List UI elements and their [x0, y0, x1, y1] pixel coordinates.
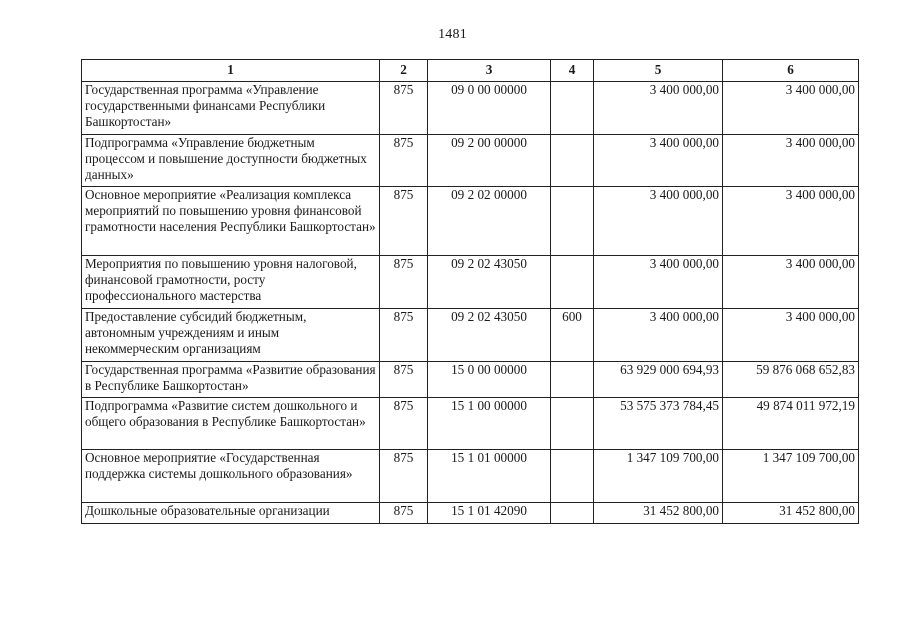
column-header-1: 1: [82, 60, 380, 82]
table-row: [82, 362, 859, 398]
column-header-2: 2: [380, 60, 428, 82]
row-amount-year2: 1 347 109 700,00: [723, 450, 859, 503]
page-number: 1481: [438, 27, 467, 42]
row-name: Предоставление субсидий бюджетным, автономным учреждениям и иным некоммерческим организациям: [82, 309, 380, 362]
column-header-6: 6: [723, 60, 859, 82]
table-row: [82, 450, 859, 503]
row-name: Государственная программа «Развитие образования в Республике Башкортостан»: [82, 362, 380, 398]
row-amount-year2: 3 400 000,00: [723, 135, 859, 187]
row-name: Мероприятия по повышению уровня налоговой, финансовой грамотности, росту профессионального мастерства: [82, 256, 380, 309]
row-department-code: 875: [380, 309, 428, 362]
row-expense-type: [551, 256, 594, 309]
table-row: [82, 256, 859, 309]
row-amount-year2: 49 874 011 972,19: [723, 398, 859, 450]
row-expense-type: [551, 398, 594, 450]
table-row: [82, 135, 859, 187]
row-name: Основное мероприятие «Реализация комплекса мероприятий по повышению уровня финансовой грамотности населения Республики Башкортостан»: [82, 187, 380, 256]
table-row: [82, 309, 859, 362]
row-expense-type: [551, 135, 594, 187]
row-target-code: 15 0 00 00000: [428, 362, 551, 398]
row-name: Государственная программа «Управление государственными финансами Республики Башкортостан»: [82, 82, 380, 135]
row-expense-type: [551, 450, 594, 503]
row-target-code: 09 2 00 00000: [428, 135, 551, 187]
row-target-code: 09 0 00 00000: [428, 82, 551, 135]
row-target-code: 15 1 01 00000: [428, 450, 551, 503]
table-row: [82, 503, 859, 524]
row-expense-type: [551, 362, 594, 398]
row-amount-year1: 1 347 109 700,00: [594, 450, 723, 503]
row-amount-year2: 3 400 000,00: [723, 309, 859, 362]
row-target-code: 15 1 01 42090: [428, 503, 551, 524]
row-amount-year1: 53 575 373 784,45: [594, 398, 723, 450]
row-amount-year2: 3 400 000,00: [723, 82, 859, 135]
row-name: Подпрограмма «Развитие систем дошкольного и общего образования в Республике Башкортостан»: [82, 398, 380, 450]
row-department-code: 875: [380, 362, 428, 398]
row-expense-type: [551, 187, 594, 256]
row-department-code: 875: [380, 135, 428, 187]
row-department-code: 875: [380, 187, 428, 256]
row-expense-type: 600: [551, 309, 594, 362]
column-header-3: 3: [428, 60, 551, 82]
row-amount-year1: 3 400 000,00: [594, 256, 723, 309]
row-amount-year2: 3 400 000,00: [723, 256, 859, 309]
row-department-code: 875: [380, 450, 428, 503]
row-amount-year2: 59 876 068 652,83: [723, 362, 859, 398]
row-amount-year1: 3 400 000,00: [594, 187, 723, 256]
row-department-code: 875: [380, 256, 428, 309]
row-target-code: 15 1 00 00000: [428, 398, 551, 450]
row-expense-type: [551, 503, 594, 524]
row-amount-year1: 31 452 800,00: [594, 503, 723, 524]
table-row: [82, 398, 859, 450]
row-department-code: 875: [380, 82, 428, 135]
row-amount-year1: 3 400 000,00: [594, 135, 723, 187]
column-header-5: 5: [594, 60, 723, 82]
table-row: [82, 187, 859, 256]
row-name: Основное мероприятие «Государственная поддержка системы дошкольного образования»: [82, 450, 380, 503]
row-amount-year2: 3 400 000,00: [723, 187, 859, 256]
row-department-code: 875: [380, 398, 428, 450]
column-header-4: 4: [551, 60, 594, 82]
row-amount-year1: 3 400 000,00: [594, 309, 723, 362]
row-department-code: 875: [380, 503, 428, 524]
row-expense-type: [551, 82, 594, 135]
header-row: [82, 60, 859, 82]
row-target-code: 09 2 02 43050: [428, 309, 551, 362]
row-name: Подпрограмма «Управление бюджетным процессом и повышение доступности бюджетных данных»: [82, 135, 380, 187]
row-name: Дошкольные образовательные организации: [82, 503, 380, 524]
row-target-code: 09 2 02 00000: [428, 187, 551, 256]
row-amount-year1: 63 929 000 694,93: [594, 362, 723, 398]
budget-table: [81, 59, 859, 524]
row-target-code: 09 2 02 43050: [428, 256, 551, 309]
row-amount-year2: 31 452 800,00: [723, 503, 859, 524]
table-row: [82, 82, 859, 135]
row-amount-year1: 3 400 000,00: [594, 82, 723, 135]
